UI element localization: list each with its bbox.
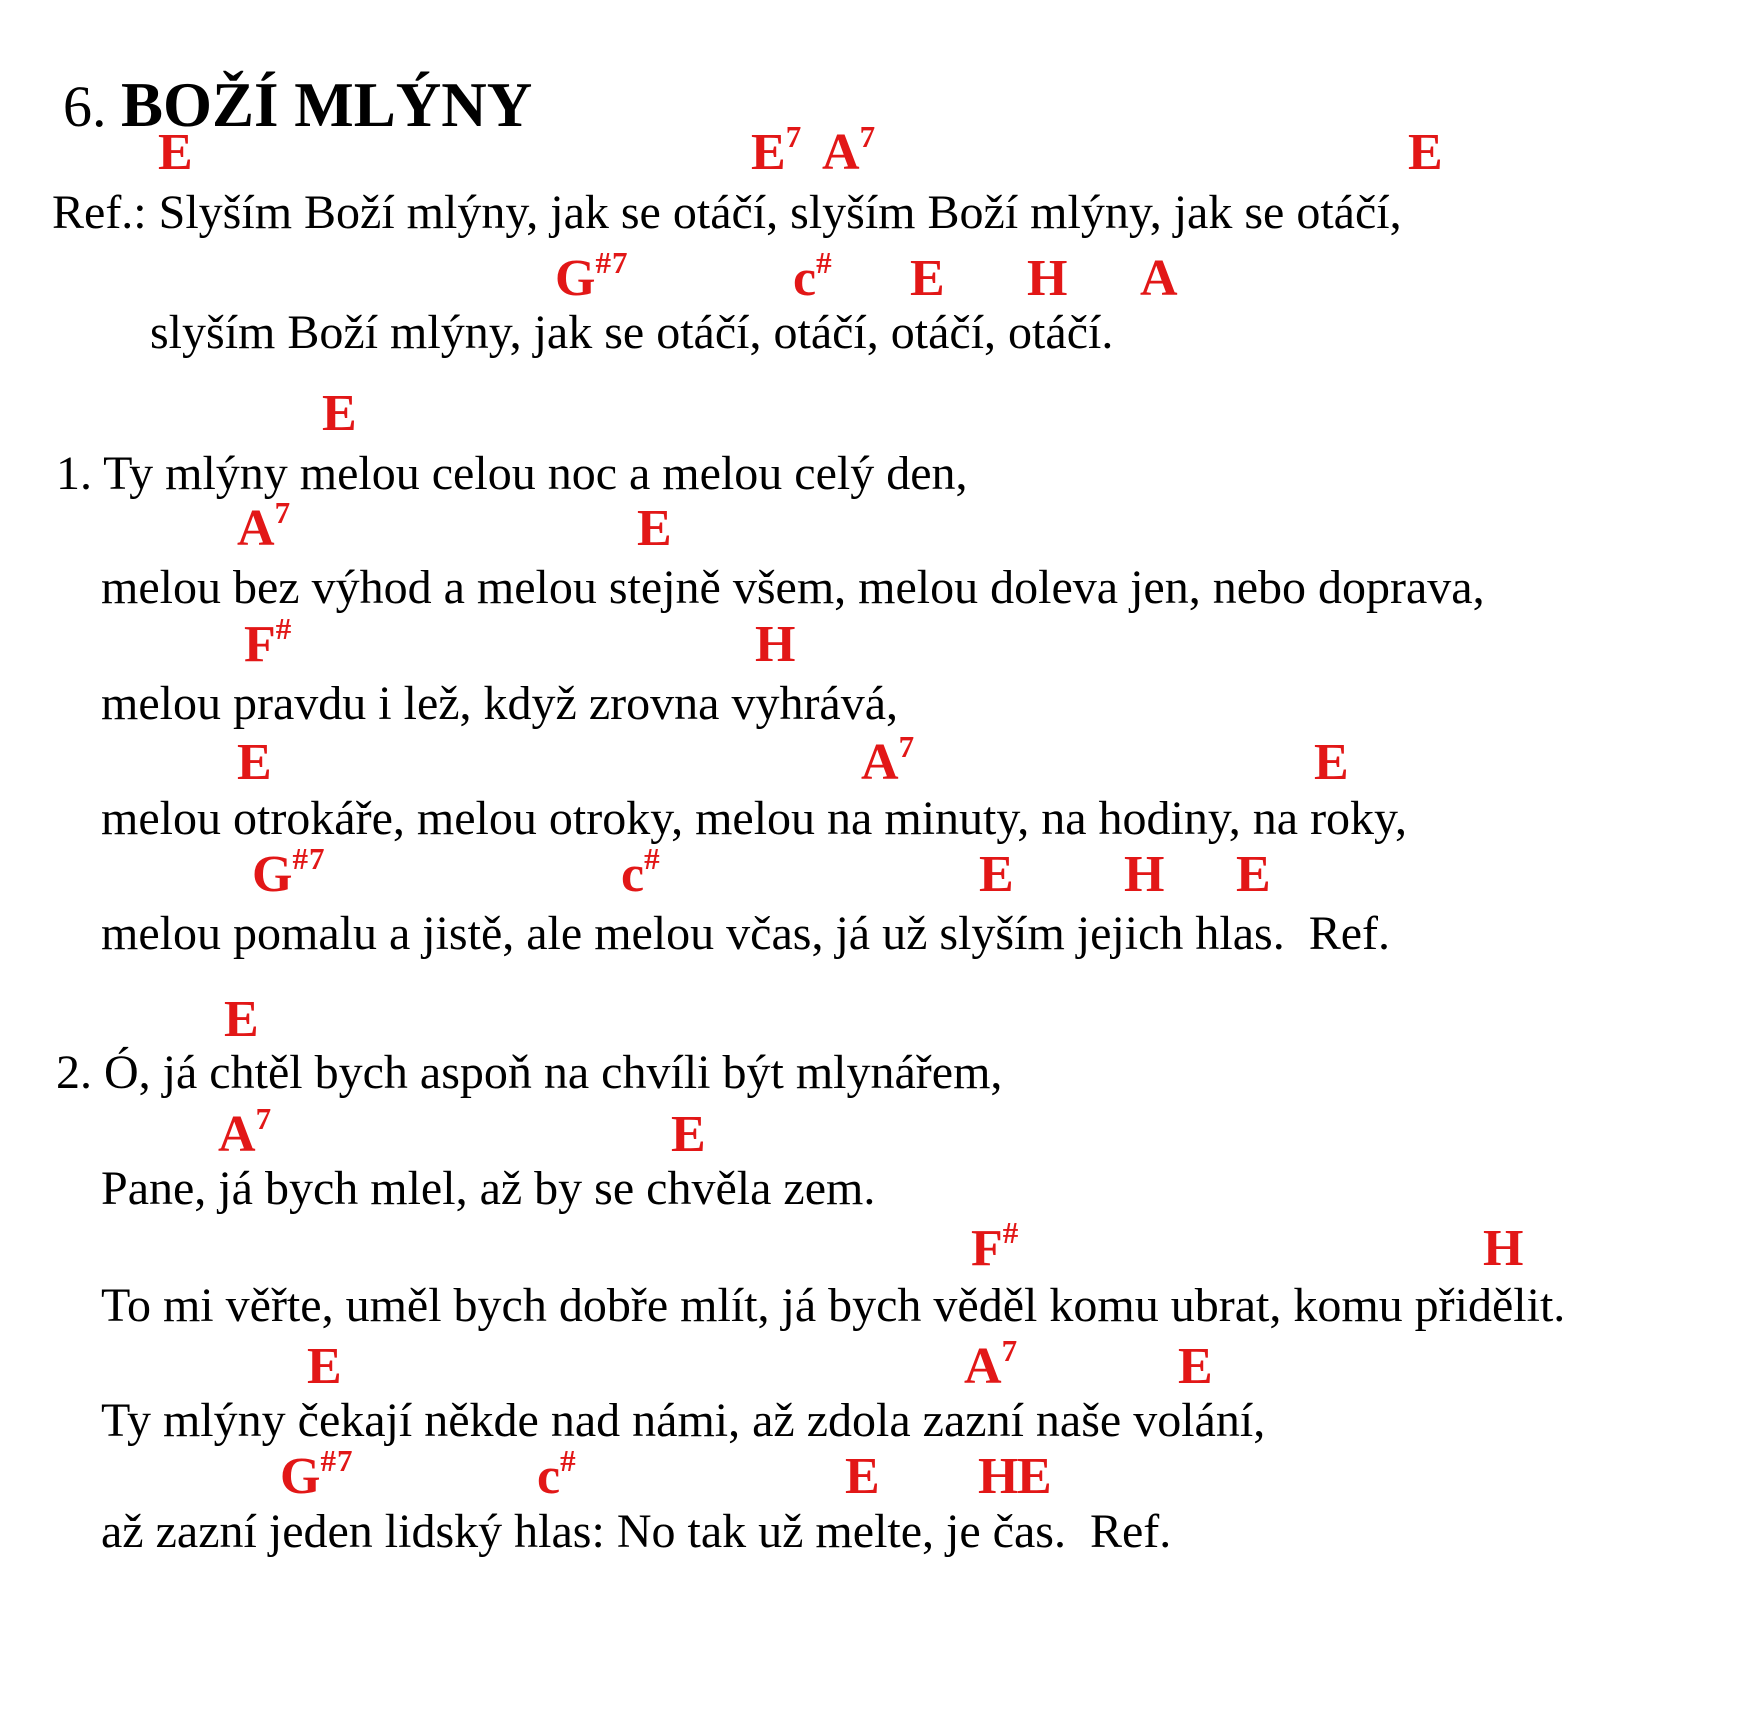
chord-root: E xyxy=(979,846,1014,903)
chord-symbol-E xyxy=(1314,734,1349,791)
lyric-line: melou otrokáře, melou otroky, melou na minuty, na hodiny, na roky, xyxy=(101,792,1407,845)
chord-symbol-H xyxy=(755,616,796,673)
chord-symbol-E xyxy=(158,124,193,181)
chord-root: G xyxy=(555,250,596,307)
chord-symbol-E xyxy=(1017,1448,1052,1505)
chord-symbol-E xyxy=(237,734,272,791)
chord-row xyxy=(0,495,1754,561)
chord-root: E xyxy=(1408,124,1443,181)
chord-superscript: 7 xyxy=(898,729,916,764)
lyric-line: melou pravdu i lež, když zrovna vyhrává, xyxy=(101,677,899,730)
chord-row xyxy=(0,245,1754,311)
chord-symbol-H xyxy=(978,1448,1019,1505)
chord-symbol-G#7 xyxy=(252,841,326,903)
chord-root: H xyxy=(1483,1220,1524,1277)
chord-root: E xyxy=(224,991,259,1048)
chord-row xyxy=(0,1215,1754,1281)
chord-root: E xyxy=(237,734,272,791)
chord-root: E xyxy=(751,124,786,181)
chord-root: A xyxy=(822,124,860,181)
song-title-text: BOŽÍ MLÝNY xyxy=(121,70,533,140)
chord-row xyxy=(0,1333,1754,1399)
lyric-line: To mi věřte, uměl bych dobře mlít, já bych věděl komu ubrat, komu přidělit. xyxy=(101,1279,1566,1332)
chord-root: H xyxy=(1124,846,1165,903)
chord-superscript: 7 xyxy=(785,119,803,154)
chord-root: E xyxy=(307,1338,342,1395)
chord-root: F xyxy=(971,1220,1003,1277)
chord-symbol-G#7 xyxy=(555,245,629,307)
chord-root: A xyxy=(237,500,275,557)
song-number: 6. xyxy=(63,74,121,139)
chord-root: c xyxy=(537,1448,561,1505)
chord-symbol-F# xyxy=(244,611,293,673)
chord-row xyxy=(0,991,1754,1052)
chord-root: c xyxy=(793,250,817,307)
chord-root: A xyxy=(964,1338,1002,1395)
chord-symbol-E xyxy=(979,846,1014,903)
chord-superscript: # xyxy=(560,1443,577,1478)
lyric-line: melou pomalu a jistě, ale melou včas, já už slyším jejich hlas. Ref. xyxy=(101,907,1391,960)
chord-superscript: # xyxy=(816,245,833,280)
chord-symbol-E xyxy=(1178,1338,1213,1395)
chord-symbol-E xyxy=(671,1106,706,1163)
chord-root: c xyxy=(621,846,645,903)
chord-symbol-E7 xyxy=(751,119,803,181)
chord-symbol-H xyxy=(1027,250,1068,307)
chord-superscript: #7 xyxy=(320,1443,354,1478)
lyric-line: 1. Ty mlýny melou celou noc a melou celý den, xyxy=(56,447,968,500)
lyric-line: Ref.: Slyším Boží mlýny, jak se otáčí, slyším Boží mlýny, jak se otáčí, xyxy=(52,186,1402,239)
chord-symbol-A xyxy=(1140,250,1178,307)
chord-root: E xyxy=(637,500,672,557)
chord-symbol-F# xyxy=(971,1215,1020,1277)
chord-root: G xyxy=(252,846,293,903)
chord-row xyxy=(0,385,1754,446)
chord-symbol-A7 xyxy=(218,1101,273,1163)
chord-symbol-c# xyxy=(537,1443,577,1505)
chord-symbol-E xyxy=(307,1338,342,1395)
chord-superscript: #7 xyxy=(595,245,629,280)
chord-symbol-E xyxy=(910,250,945,307)
chord-row xyxy=(0,1101,1754,1167)
chord-root: E xyxy=(1314,734,1349,791)
chord-symbol-E xyxy=(224,991,259,1048)
chord-root: H xyxy=(978,1448,1019,1505)
chord-symbol-H xyxy=(1483,1220,1524,1277)
lyric-line: slyším Boží mlýny, jak se otáčí, otáčí, otáčí, otáčí. xyxy=(150,306,1114,359)
chord-root: G xyxy=(280,1448,321,1505)
chord-symbol-A7 xyxy=(237,495,292,557)
lyric-line: Ty mlýny čekají někde nad námi, až zdola zazní naše volání, xyxy=(101,1394,1266,1447)
chord-symbol-A7 xyxy=(822,119,877,181)
chord-symbol-E xyxy=(1236,846,1271,903)
chord-superscript: 7 xyxy=(274,495,292,530)
chord-root: E xyxy=(322,385,357,442)
chord-row xyxy=(0,729,1754,795)
chord-superscript: # xyxy=(644,841,661,876)
chord-row xyxy=(0,119,1754,185)
lyric-line: Pane, já bych mlel, až by se chvěla zem. xyxy=(101,1162,876,1215)
chord-row xyxy=(0,1443,1754,1509)
chord-symbol-E xyxy=(1408,124,1443,181)
lyric-line: až zazní jeden lidský hlas: No tak už melte, je čas. Ref. xyxy=(101,1505,1172,1558)
chord-root: E xyxy=(671,1106,706,1163)
chord-root: H xyxy=(1027,250,1068,307)
chord-symbol-c# xyxy=(793,245,833,307)
chord-root: E xyxy=(158,124,193,181)
chord-symbol-E xyxy=(322,385,357,442)
chord-root: E xyxy=(910,250,945,307)
chord-root: E xyxy=(1236,846,1271,903)
chord-root: H xyxy=(755,616,796,673)
chord-symbol-H xyxy=(1124,846,1165,903)
chord-superscript: # xyxy=(1002,1215,1020,1250)
chord-symbol-A7 xyxy=(964,1333,1019,1395)
chord-symbol-E xyxy=(845,1448,880,1505)
chord-row xyxy=(0,841,1754,907)
chord-root: A xyxy=(218,1106,256,1163)
chord-symbol-E xyxy=(637,500,672,557)
chord-root: A xyxy=(861,734,899,791)
chord-root: E xyxy=(1178,1338,1213,1395)
chord-root: E xyxy=(1017,1448,1052,1505)
chord-superscript: 7 xyxy=(1001,1333,1019,1368)
lyric-line: 2. Ó, já chtěl bych aspoň na chvíli být mlynářem, xyxy=(56,1046,1003,1099)
chord-superscript: 7 xyxy=(859,119,877,154)
chord-symbol-c# xyxy=(621,841,661,903)
lyric-line: melou bez výhod a melou stejně všem, melou doleva jen, nebo doprava, xyxy=(101,561,1485,614)
chord-root: E xyxy=(845,1448,880,1505)
chord-superscript: 7 xyxy=(255,1101,273,1136)
chord-root: F xyxy=(244,616,276,673)
chord-superscript: #7 xyxy=(292,841,326,876)
chord-root: A xyxy=(1140,250,1178,307)
chord-row xyxy=(0,611,1754,677)
chord-symbol-G#7 xyxy=(280,1443,354,1505)
chord-superscript: # xyxy=(275,611,293,646)
chord-symbol-A7 xyxy=(861,729,916,791)
